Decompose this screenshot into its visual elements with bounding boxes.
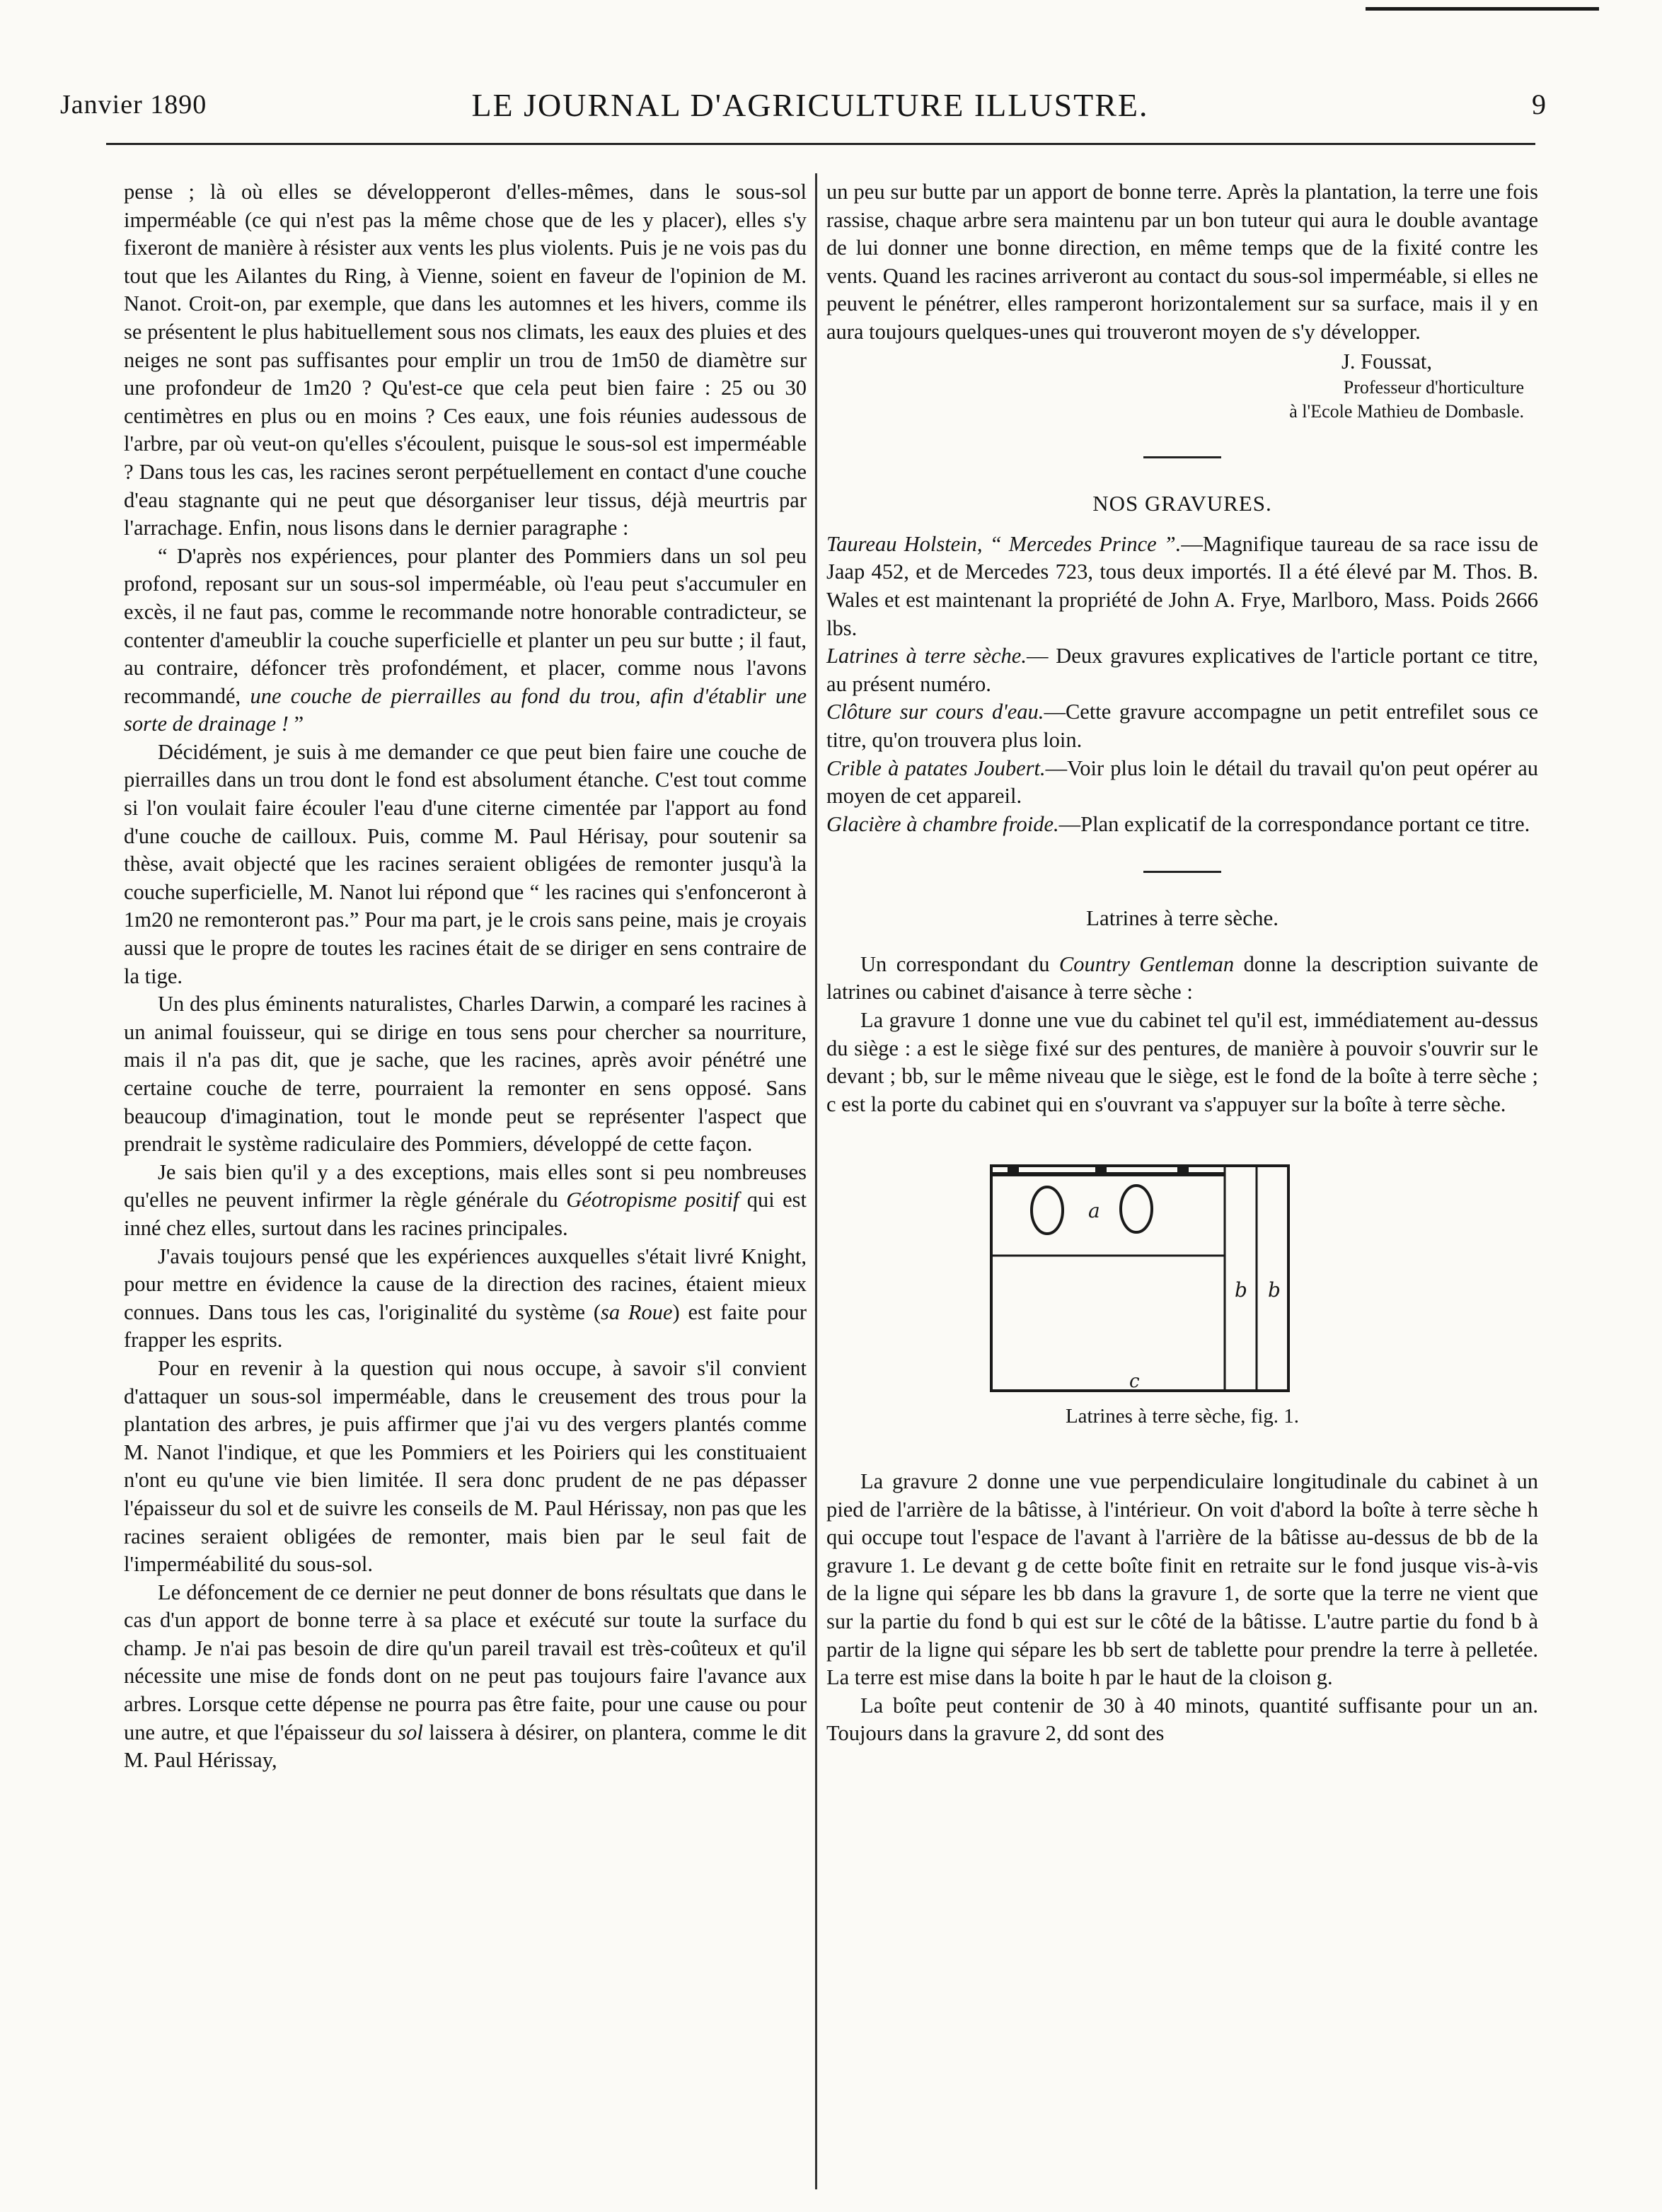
section-separator	[1143, 871, 1221, 873]
page-header	[42, 83, 1578, 127]
quote-paragraph: “ D'après nos expériences, pour planter des Pommiers dans un sol peu profond, reposant sur un sous-sol imperméable, où l'eau peut s'accumuler en excès, il ne faut pas, comme le recommande notre honorable contradicteur, se contenter d'ameublir la couche superficielle et planter un peu sur butte ; il faut, au contraire, défoncer très profondément, et placer, comme nous l'avons recommandé, une couche de pierrailles au fond du trou, afin d'établir une sorte de drainage ! ”	[124, 543, 807, 736]
paragraph: La gravure 1 donne une vue du cabinet tel qu'il est, immédiatement au-dessus du siège : a est le siège fixé sur des pentures, de manière à pouvoir s'ouvrir sur le devant ; bb, sur le même niveau que le siège, est le fond de la boîte à terre sèche ; c est la porte du cabinet qui en s'ouvrant va s'appuyer sur la boîte à terre sèche.	[826, 1008, 1538, 1116]
latrine-diagram	[826, 1162, 1538, 1396]
signature-title: Professeur d'horticulture	[1343, 377, 1524, 398]
hinge	[1177, 1165, 1189, 1175]
paragraph: J'avais toujours pensé que les expériences auxquelles s'était livré Knight, pour mettre en évidence la cause de la direction des racines, étaient mieux connues. Dans tous les cas, l'originalité du système (sa Roue) est faite pour frapper les esprits.	[124, 1244, 807, 1353]
left-column	[124, 178, 807, 1775]
paragraph: pense ; là où elles se développeront d'elles-mêmes, dans le sous-sol imperméable (ce qui n'est pas la même chose que de les y placer), elles s'y fixeront de manière à résister aux vents les plus violents. Puis je ne vois pas du tout que les Ailantes du Ring, à Vienne, soient en faveur de l'opinion de M. Nanot. Croit-on, par exemple, que dans les automnes et les hivers, comme ils se présentent le plus habituellement sous nos climats, les eaux des pluies et des neiges ne sont pas suffisantes pour emplir un trou de 1m50 de diamètre sur une profondeur de 1m20 ? Qu'est-ce que cela peut bien faire : 25 ou 30 centimètres en plus ou en moins ? Ces eaux, une fois réunies audessous de l'arbre, par où veut-on qu'elles s'écoulent, puisque le sous-sol est imperméable ? Dans tous les cas, les racines seront perpétuellement en contact d'une couche d'eau stagnante qui ne peut que désorganiser leur tissus, déjà meurtris par l'arrachage. Enfin, nous lisons dans le dernier paragraphe :	[124, 180, 807, 540]
paragraph: La gravure 2 donne une vue perpendiculaire longitudinale du cabinet à un pied de l'arrière de la bâtisse, à l'intérieur. On voit d'abord la boîte à terre sèche h qui occupe tout l'espace de l'avant à l'arrière de la bâtisse au-dessus de bb de la gravure 1. Le devant g de cette boîte finit en retraite sur le fond jusque vis-à-vis de la ligne qui sépare les bb dans la gravure 1, de sorte que la terre ne vient que sur la partie du fond b qui est sur le côté de la bâtisse. L'autre partie du fond b à partir de la ligne qui sépare les bb sert de tablette pour prendre la terre à pelletée. La terre est mise dans la boite h par le haut de la cloison g.	[826, 1469, 1538, 1690]
hinge-bar	[991, 1172, 1225, 1176]
header-rule	[106, 143, 1535, 145]
engraving-item: Clôture sur cours d'eau.—Cette gravure accompagne un petit entrefilet sous ce titre, qu'on trouvera plus loin.	[826, 700, 1538, 752]
paragraph: La boîte peut contenir de 30 à 40 minots, quantité suffisante pour un an. Toujours dans la gravure 2, dd sont des	[826, 1693, 1538, 1746]
paragraph: Un correspondant du Country Gentleman donne la description suivante de latrines ou cabinet d'aisance à terre sèche :	[826, 951, 1538, 1004]
issue-date: Janvier 1890	[60, 90, 207, 120]
label-b-left: b	[1235, 1278, 1247, 1302]
paragraph: Décidément, je suis à me demander ce que peut bien faire une couche de pierrailles dans un trou dont le fond est absolument étanche. C'est tout comme si l'on voulait faire écouler l'eau d'une citerne cimentée par l'apport au fond d'une couche de cailloux. Puis, comme M. Paul Hérisay, pour soutenir sa thèse, avait objecté que les racines seraient obligées de remonter jusqu'à la couche superficielle, M. Nanot lui répond que “ les racines qui s'enfonceront à 1m20 ne remonteront pas.” Pour ma part, je le crois sans peine, mais je croyais aussi que le propre de toutes les racines était de se diriger en sens contraire de la tige.	[124, 739, 807, 988]
corner-rule	[1366, 7, 1599, 11]
seat-hole-right	[1121, 1186, 1152, 1232]
column-divider	[815, 173, 817, 2189]
label-b-right: b	[1268, 1278, 1281, 1302]
engraving-item: Latrines à terre sèche.— Deux gravures explicatives de l'article portant ce titre, au présent numéro.	[826, 644, 1539, 696]
paragraph: un peu sur butte par un apport de bonne terre. Après la plantation, la terre une fois rassise, chaque arbre sera maintenu par un bon tuteur qui aura le double avantage de lui donner une bonne direction, en même temps que de la fixité contre les vents. Quand les racines arriveront au contact du sous-sol imperméable, si elles ne peuvent le pénétrer, elles ramperont horizontalement sur sa surface, mais il y en aura toujours quelques-unes qui trouveront moyen de s'y développer.	[826, 180, 1538, 344]
right-column	[826, 178, 1538, 1748]
engraving-item: Taureau Holstein, “ Mercedes Prince ”.—Magnifique taureau de sa race issu de Jaap 452, et de Mercedes 723, tous deux importés. Il a été élevé par M. Thos. B. Wales et est maintenant la propriété de John A. Frye, Marlboro, Mass. Poids 2666 lbs.	[826, 531, 1538, 640]
hinge	[1095, 1165, 1107, 1175]
article-title: Latrines à terre sèche.	[1086, 905, 1279, 931]
figure-caption: Latrines à terre sèche, fig. 1.	[1065, 1405, 1300, 1428]
section-separator	[1143, 456, 1221, 458]
paragraph: Pour en revenir à la question qui nous occupe, à savoir s'il convient d'attaquer un sous-sol imperméable, dans le creusement des trous pour la plantation des arbres, je puis affirmer que j'ai vu des vergers plantés comme M. Nanot l'indique, et que les Pommiers et les Poiriers qui les constituaient n'ont eu qu'une vie bien limitée. Il sera donc prudent de ne pas dépasser l'épaisseur du sol et de suivre les conseils de M. Paul Hérissay, non pas que les racines seraient obligées de remonter, mais bien par le seul fait de l'imperméabilité du sous-sol.	[124, 1355, 807, 1577]
paragraph: Le défoncement de ce dernier ne peut donner de bons résultats que dans le cas d'un apport de bonne terre à sa place et exécuté sur toute la surface du champ. Je n'ai pas besoin de dire qu'un pareil travail est très-coûteux et qu'il nécessite une mise de fonds dont on ne peut pas toujours faire l'avance aux arbres. Lorsque cette dépense ne pourra pas être faite, pour une cause ou pour une autre, et que l'épaisseur du sol laissera à désirer, on plantera, comme le dit M. Paul Hérissay,	[124, 1580, 807, 1773]
engraving-item: Crible à patates Joubert.—Voir plus loin le détail du travail qu'on peut opérer au moyen de cet appareil.	[826, 755, 1538, 809]
seat-hole-left	[1032, 1187, 1063, 1234]
label-c: c	[1129, 1371, 1140, 1393]
engraving-item: Glacière à chambre froide.—Plan explicatif de la correspondance portant ce titre.	[826, 811, 1530, 836]
signature-school: à l'Ecole Mathieu de Dombasle.	[1289, 401, 1524, 422]
paragraph: Je sais bien qu'il y a des exceptions, mais elles sont si peu nombreuses qu'elles ne peuvent infirmer la règle générale du Géotropisme positif qui est inné chez elles, surtout dans les racines principales.	[124, 1159, 807, 1240]
signature-name: J. Foussat,	[1341, 349, 1432, 374]
hinge	[1008, 1165, 1019, 1175]
paragraph: Un des plus éminents naturalistes, Charles Darwin, a comparé les racines à un animal fouisseur, qui se dirige en tous sens pour chercher sa nourriture, mais il n'a pas dit, que je sache, que les racines, après avoir pénétré une certaine couche de terre, pourraient la remonter en sens opposé. Sans beaucoup d'imagination, tout le monde peut se représenter l'aspect que prendrait le système radiculaire des Pommiers, développé de cette façon.	[124, 992, 807, 1157]
latrine-figure	[826, 1162, 1538, 1396]
page-number: 9	[1532, 88, 1546, 120]
label-a: a	[1088, 1199, 1100, 1223]
section-title: NOS GRAVURES.	[1092, 491, 1272, 516]
journal-title: LE JOURNAL D'AGRICULTURE ILLUSTRE.	[471, 87, 1149, 123]
